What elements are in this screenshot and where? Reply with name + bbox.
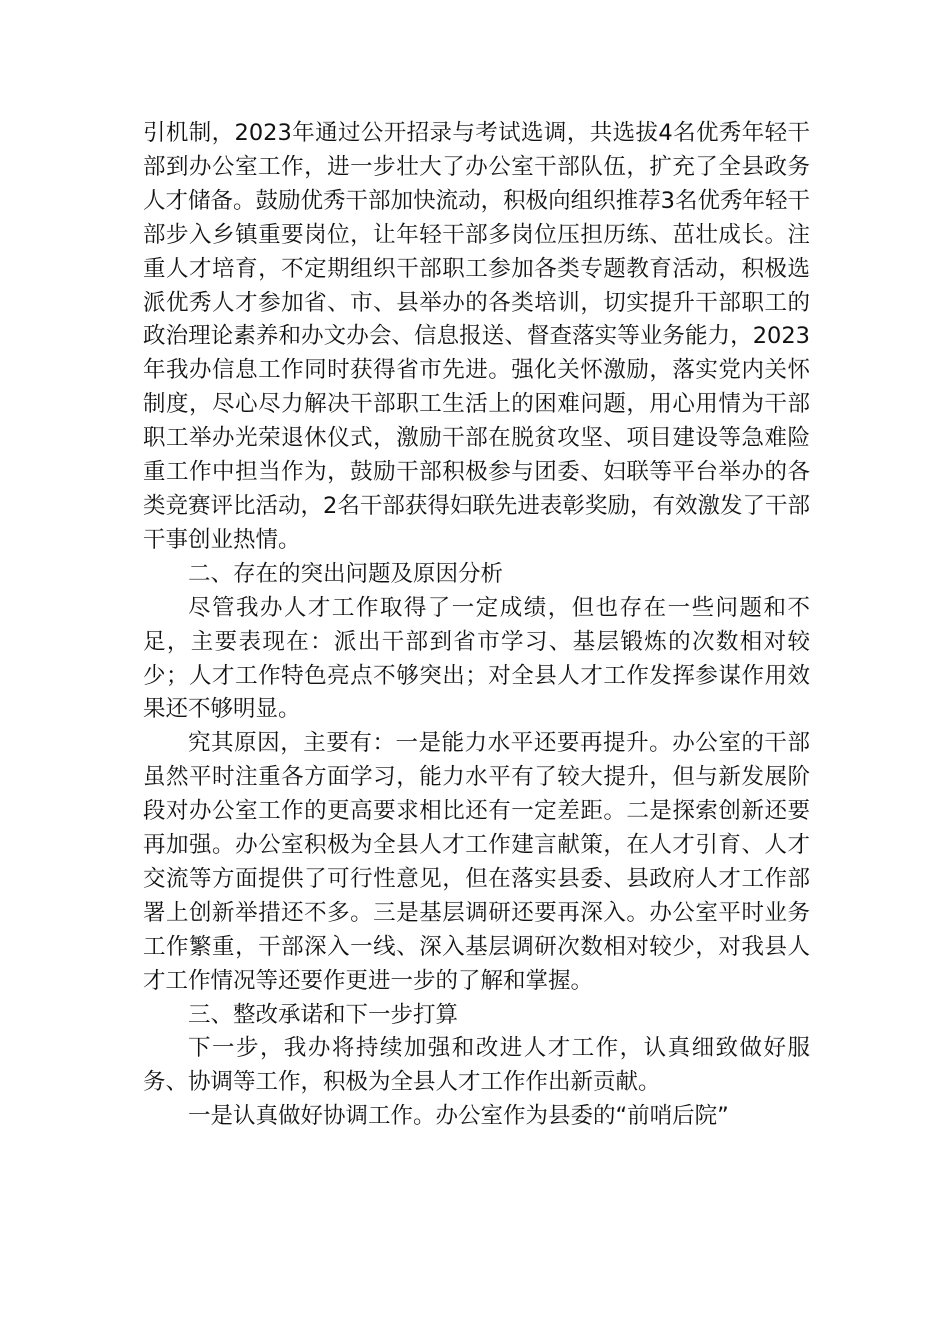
document-body [143,117,810,1134]
paragraph-causes: 究其原因，主要有：一是能力水平还要再提升。办公室的干部虽然平时注重各方面学习，能力水平有了较大提升，但与新发展阶段对办公室工作的更高要求相比还有一定差距。二是探索创新还要再加强。办公室积极为全县人才工作建言献策，在人才引育、人才交流等方面提供了可行性意见，但在落实县委、县政府人才工作部署上创新举措还不多。三是基层调研还要再深入。办公室平时业务工作繁重，干部深入一线、深入基层调研次数相对较少，对我县人才工作情况等还要作更进一步的了解和掌握。 [143,730,810,994]
section-heading-next-steps: 三、整改承诺和下一步打算 [188,1001,459,1028]
paragraph-continuation: 引机制，2023年通过公开招录与考试选调，共选拔4名优秀年轻干部到办公室工作，进一步壮大了办公室干部队伍，扩充了全县政务人才储备。鼓励优秀干部加快流动，积极向组织推荐3名优秀年轻干部步入乡镇重要岗位，让年轻干部多岗位压担历练、茁壮成长。注重人才培育，不定期组织干部职工参加各类专题教育活动，积极选派优秀人才参加省、市、县举办的各类培训，切实提升干部职工的政治理论素养和办文办会、信息报送、督查落实等业务能力，2023年我办信息工作同时获得省市先进。强化关怀激励，落实党内关怀制度，尽心尽力解决干部职工生活上的困难问题，用心用情为干部职工举办光荣退休仪式，激励干部在脱贫攻坚、项目建设等急难险重工作中担当作为，鼓励干部积极参与团委、妇联等平台举办的各类竞赛评比活动，2名干部获得妇联先进表彰奖励，有效激发了干部干事创业热情。 [143,120,810,553]
paragraph-next-steps: 下一步，我办将持续加强和改进人才工作，认真细致做好服务、协调等工作，积极为全县人才工作作出新贡献。 [143,1035,810,1096]
section-heading-problems: 二、存在的突出问题及原因分析 [188,560,504,587]
paragraph-coordination: 一是认真做好协调工作。办公室作为县委的“前哨后院” [188,1103,729,1130]
paragraph-problems: 尽管我办人才工作取得了一定成绩，但也存在一些问题和不足，主要表现在：派出干部到省市学习、基层锻炼的次数相对较少；人才工作特色亮点不够突出；对全县人才工作发挥参谋作用效果还不够明显。 [143,594,810,723]
